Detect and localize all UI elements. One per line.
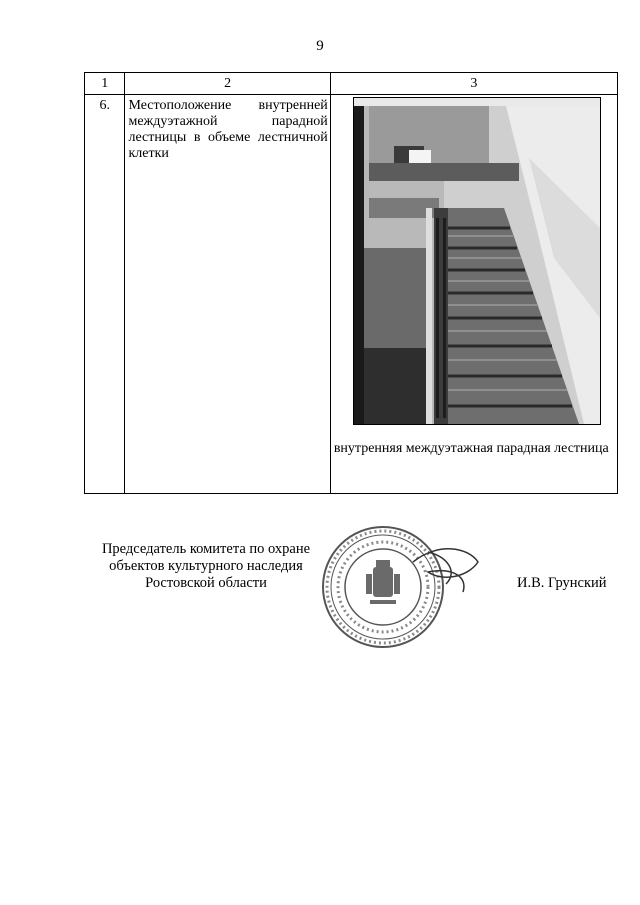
row-number: 6. <box>85 95 125 494</box>
signatory-title: Председатель комитета по охране объектов культурного наследия Ростовской области <box>101 541 311 591</box>
official-seal-icon <box>318 522 488 652</box>
header-cell-2: 2 <box>125 73 330 95</box>
header-cell-1: 1 <box>85 73 125 95</box>
object-table <box>84 72 618 494</box>
photo-caption: внутренняя междуэтажная парадная лестница <box>333 441 609 456</box>
staircase-photo <box>353 97 601 425</box>
page-number: 9 <box>316 38 324 54</box>
table-header-row <box>85 73 618 95</box>
signatory-name: И.В. Грунский <box>517 575 607 591</box>
row-photo-cell <box>330 95 617 494</box>
header-cell-3: 3 <box>330 73 617 95</box>
table-row <box>85 95 618 494</box>
row-description: Местоположение внутренней междуэтажной парадной лестницы в объеме лестничной клетки <box>125 95 330 494</box>
